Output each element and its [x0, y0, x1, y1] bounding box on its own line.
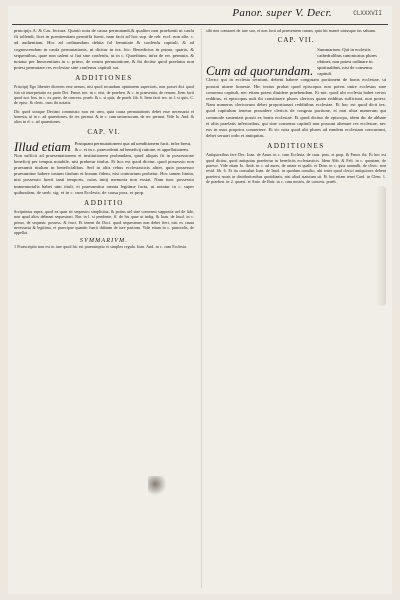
- folio-number: CLXXXVII: [353, 10, 382, 17]
- cap-vi-incipit: [14, 139, 194, 153]
- cap-vii-incipit-word: Cum ad quorundam.: [206, 63, 314, 79]
- left-additio-text: Scripsimus supra, quod ea quae sit sequestro simplicitur, & potius uel sine consensu supposita uel de fide, non apud alios debeant sequestrari. Bar. in l. si pendente, ff. de his quae ut indig. & Ioan. de Imol. in c. primo, de sequestr. possess. & fruct. Et tenent ibi Doct. quod sequestrum non debet fieri, nisi ex causa necessaria & legitima, et praecipue quando fuerit dubium de iure partium. Vide etiam in c. pastoralis, de appellat.: [14, 208, 194, 236]
- cap-vii-text: Clerici qui in ecclesia seruiunt, debent habere congruam portionem de bonis ecclesiae, ut possint uiuere honeste. Hic textus probat quod episcopus non potest unire ecclesias sine consensu capituli, nec etiam potest diuidere praebendam. Et not. quod ubi ecclesia habet certos redditus, et episcopus uult ibi constituere plures clericos quam redditus sufficiunt, non potest. Nam numerus clericorum debet proportionari redditibus ecclesiae. Et hoc est quod dicit tex. quod capitulum tenetur prouidere clericis de congrua portione, et non ultra numerum qui commode sustentari possit ex bonis ecclesiae. Et quod dicitur de episcopo, idem dic de abbate et aliis praelatis inferioribus, qui sine consensu capituli non possunt alienare res ecclesiae, nec eas in usus proprios conuertere. Et sic nota quod ubi plures ad eandem ecclesiam concurrunt, debet seruari ordo et antiquitas.: [206, 77, 386, 139]
- document-page: [8, 6, 392, 594]
- right-column: [206, 28, 386, 184]
- right-top-text: sibi non constaret de iure suo, et non facit ad praesentem casum, quia hic manet utriusque ius saluum.: [206, 28, 376, 33]
- left-additio-heading: ADDITIO: [84, 198, 124, 207]
- left-additiones-heading: ADDITIONES: [75, 74, 133, 83]
- column-divider: [201, 28, 202, 588]
- header-rule: [12, 24, 388, 25]
- page-stain: [376, 186, 386, 306]
- sumarium-text: 1 Praescriptio non est in iure quod hic est praesumptio et simplex regula. Ioan. And. in c. cum Ecclesia.: [14, 244, 187, 250]
- ink-blot: [148, 476, 166, 496]
- cap-vii-incipit-tail: Summarium. Qui in ecclesiis cathedralibus canonicatus plures obtinet, non potest ordinare in spiritualibus, nisi de consensu capituli.: [317, 47, 377, 77]
- sumarium-heading: SVMMARIVM.: [79, 238, 129, 245]
- cap-vi-text: Non sufficit ad praesentationem et institutionem probandam, quod aliquis fit in possessione beneficij per tempus notabile, nisi probetur titulus. Et hoc est quod dicitur, quod possessio non praesumit titulum in beneficialibus. Sed in aliis rebus ecclesiasticis aliter, quia possessor praesumitur habere iustum titulum et bonam fidem, nisi contrarium probetur. Hoc tamen limita, nisi possessio fuerit tanti temporis, cuius initij memoria non exstat. Nam tunc possessio immemorialis habet uim tituli, et praesumitur omnia legitime facta, ut notatur in c. super quibusdam, de uerb. sig. et in c. cum Ecclesia, de causa poss. et prop.: [14, 152, 194, 195]
- left-opening-text: principijs A. & Cas. lectura. Quartò nota de causa permutandi,& qualiter non praefumit ut caufa fit tollendi, licet in poenitentiam permiffa fuerit, nam facit ad hoc sup. de reb. eccl. non alie. c. ad audientiam. Hoc ad ordinandum debita fol lemnitate & confenfu capituli, & ad cognoscendum in caufa permutationis, ut dicitur in tex. hic: Benedictus in primo, quarto, & sequentibus, quae non ualent si fiat sine confenfu, ut in c. Quaefitum, infra de rer. permuta. & notatur per Innocentium in c. primo, de rerum permutatione, & ibi dicitur quod praelatus non potest permutare res ecclesiae sine confensu capituli sui.: [14, 28, 194, 71]
- running-head: Panor. super V. Decr.: [232, 7, 332, 19]
- left-additiones-text: Principij Ego libenter dicerem esse uerum, nisi quod secundum opinionem superioris, non posset dici quod ista sit interpretatio ex parte Dei. Panor. not. in c. nisi, de praeben. & c. in praesentia, de renunc. Item facit quod not. Inn. in c. ex parte, de concess. praeb. & c. si quis, de praeb. lib. 6. Item facit tex. in l. si quis, C. de episc. & cleric. cum ibi notatis.: [14, 84, 194, 106]
- cap-vi-incipit-word: Illud etiam: [14, 138, 71, 154]
- cap-vi-incipit-tail: Postquam permutationem qua ad uenditionem facit, infra breui, & c. et in c. praecedenti ad beneficij ratione, et appellationem.: [74, 140, 192, 152]
- right-additiones-text: Antiquioribus fere Dec. Ioan. de Anan. in c. cum Ecclesia, de caus. poss. et prop. & Panor. ibi. Et hoc est quod dicitur, quod antiquitas praefertur in beneficiis ecclesiasticis. Idem Abb. & Feli. in c. quoniam, de praescr. Vide etiam Io. Andr. in c. ad aures, de aetate et qualit. et Dom. in c. quia nonnulli, de cleric. non resid. lib. 6. Et ita consuluit Ioan. de Imol. in quodam consilio, ubi tenet quod clerici antiquiores debent praeferri nouis in distributionibus quotidianis, nisi aliud statutum sit. Et hoc etiam tenet Card. in Clem. 1. de praeben. in 2. quaest. et Anto. de Butr. in c. cum nostris, de concess. praeb.: [206, 152, 386, 184]
- left-column: [14, 28, 194, 250]
- right-additiones-heading: ADDITIONES: [267, 142, 325, 151]
- page-header: [8, 6, 392, 26]
- cap-vi-heading: CAP. VI.: [87, 127, 121, 136]
- cap-vii-heading: CAP. VII.: [277, 36, 315, 45]
- left-additiones-text-2: Dic quod utraque Deciani commissio non est uera, quia causa permutationis debet esse necessaria et honesta, ut in c. ad quaestiones, de rer. permut. & in c. cum uniuersorum, de rer. permut. Vide Io. And. & alios in d. c. ad quaestiones.: [14, 108, 194, 125]
- cap-vii-incipit: [206, 47, 386, 77]
